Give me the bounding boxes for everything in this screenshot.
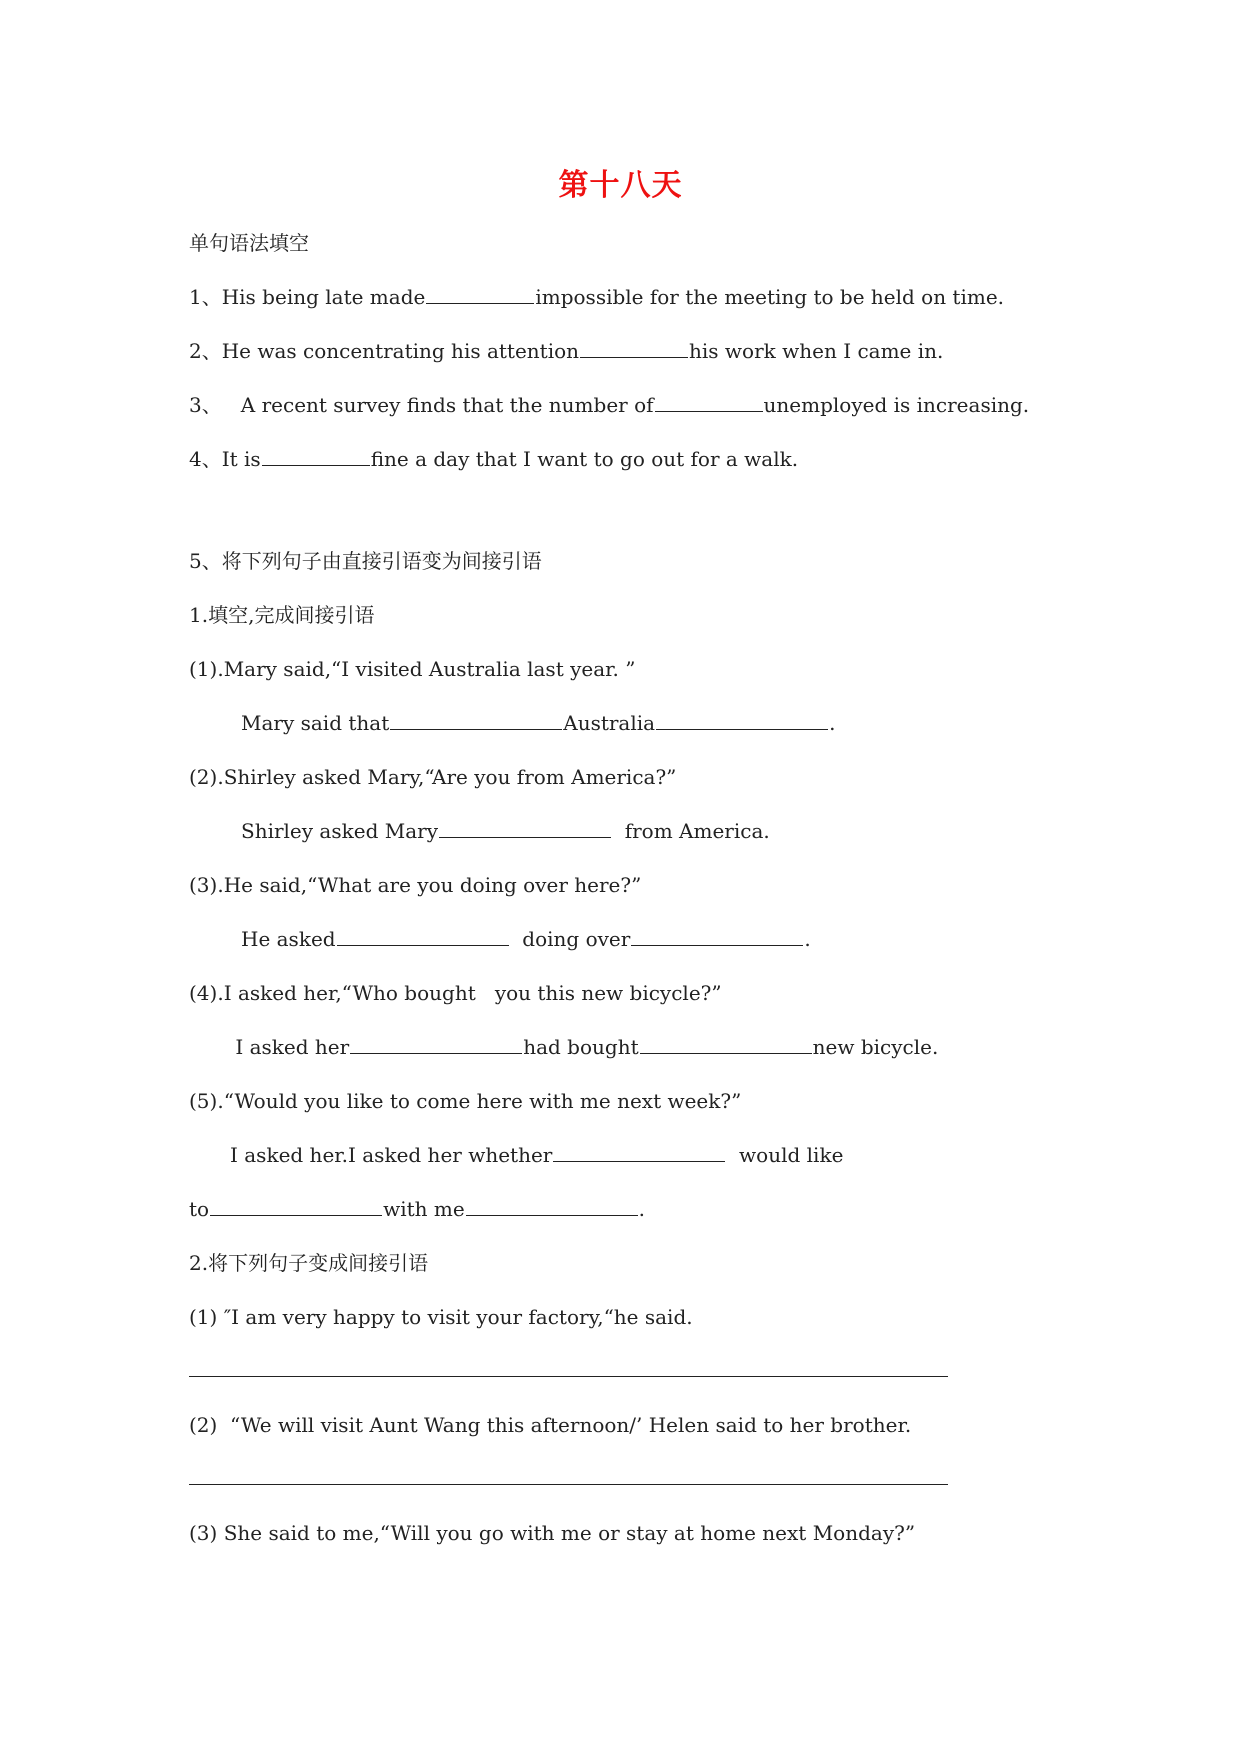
indirect-speech [229,1033,938,1061]
answer-text: He asked [241,927,336,951]
indirect-speech [241,925,811,953]
direct-speech: (1).Mary said,“I visited Australia last year. ” [189,657,636,681]
question-text: impossible for the meeting to be held on time. [535,285,1005,309]
indirect-speech [241,709,835,737]
answer-blank[interactable] [337,925,509,946]
page-title: 第十八天 [558,168,683,203]
answer-text: had bought [523,1035,639,1059]
direct-speech: (2).Shirley asked Mary,“Are you from America?” [189,765,677,789]
answer-text: from America. [612,819,770,843]
question-4 [189,445,798,473]
answer-line[interactable] [189,1484,948,1485]
answer-text: with me [383,1197,465,1221]
question-text: 2、He was concentrating his attention [189,339,580,363]
question-text: 3、 A recent survey finds that the number of [189,393,654,417]
direct-speech: (5).“Would you like to come here with me next week?” [189,1089,742,1113]
answer-blank[interactable] [640,1033,812,1054]
answer-text: Shirley asked Mary [241,819,438,843]
direct-speech: (1) ″I am very happy to visit your factory,“he said. [189,1305,693,1329]
answer-text: I asked her [229,1035,350,1059]
answer-blank[interactable] [439,817,611,838]
subsection-heading: 1.填空,完成间接引语 [189,603,375,627]
answer-blank[interactable] [390,709,562,730]
answer-text: new bicycle. [812,1035,939,1059]
answer-blank[interactable] [655,391,763,412]
answer-blank[interactable] [262,445,370,466]
direct-speech: (4).I asked her,“Who bought you this new bicycle?” [189,981,722,1005]
indirect-speech [241,817,770,845]
direct-speech: (3).He said,“What are you doing over here?” [189,873,642,897]
answer-blank[interactable] [210,1195,382,1216]
answer-text: doing over [509,927,631,951]
answer-text: would like [726,1143,844,1167]
question-text: unemployed is increasing. [763,393,1030,417]
answer-blank[interactable] [350,1033,522,1054]
question-2 [189,337,943,365]
question-text: fine a day that I want to go out for a walk. [370,447,799,471]
question-text: 4、It is [189,447,261,471]
answer-blank[interactable] [426,283,534,304]
answer-text: . [638,1197,646,1221]
question-text: his work when I came in. [689,339,944,363]
question-3 [189,391,1029,419]
indirect-speech-continued [189,1195,645,1223]
question-text: 1、His being late made [189,285,426,309]
subsection-heading: 2.将下列句子变成间接引语 [189,1251,429,1275]
direct-speech: (3) She said to me,“Will you go with me or stay at home next Monday?” [189,1521,916,1545]
answer-blank[interactable] [553,1141,725,1162]
indirect-speech [230,1141,843,1169]
answer-blank[interactable] [580,337,688,358]
question-1 [189,283,1004,311]
answer-text: to [189,1197,210,1221]
answer-blank[interactable] [631,925,803,946]
direct-speech: (2) “We will visit Aunt Wang this afternoon/’ Helen said to her brother. [189,1413,912,1437]
answer-text: Mary said that [241,711,390,735]
answer-text: . [829,711,836,735]
answer-line[interactable] [189,1376,948,1377]
answer-text: . [804,927,811,951]
answer-text: Australia [563,711,656,735]
answer-text: I asked her.I asked her whether [230,1143,553,1167]
section-heading: 单句语法填空 [189,231,309,255]
answer-blank[interactable] [656,709,828,730]
section-heading: 5、将下列句子由直接引语变为间接引语 [189,549,542,573]
answer-blank[interactable] [466,1195,638,1216]
